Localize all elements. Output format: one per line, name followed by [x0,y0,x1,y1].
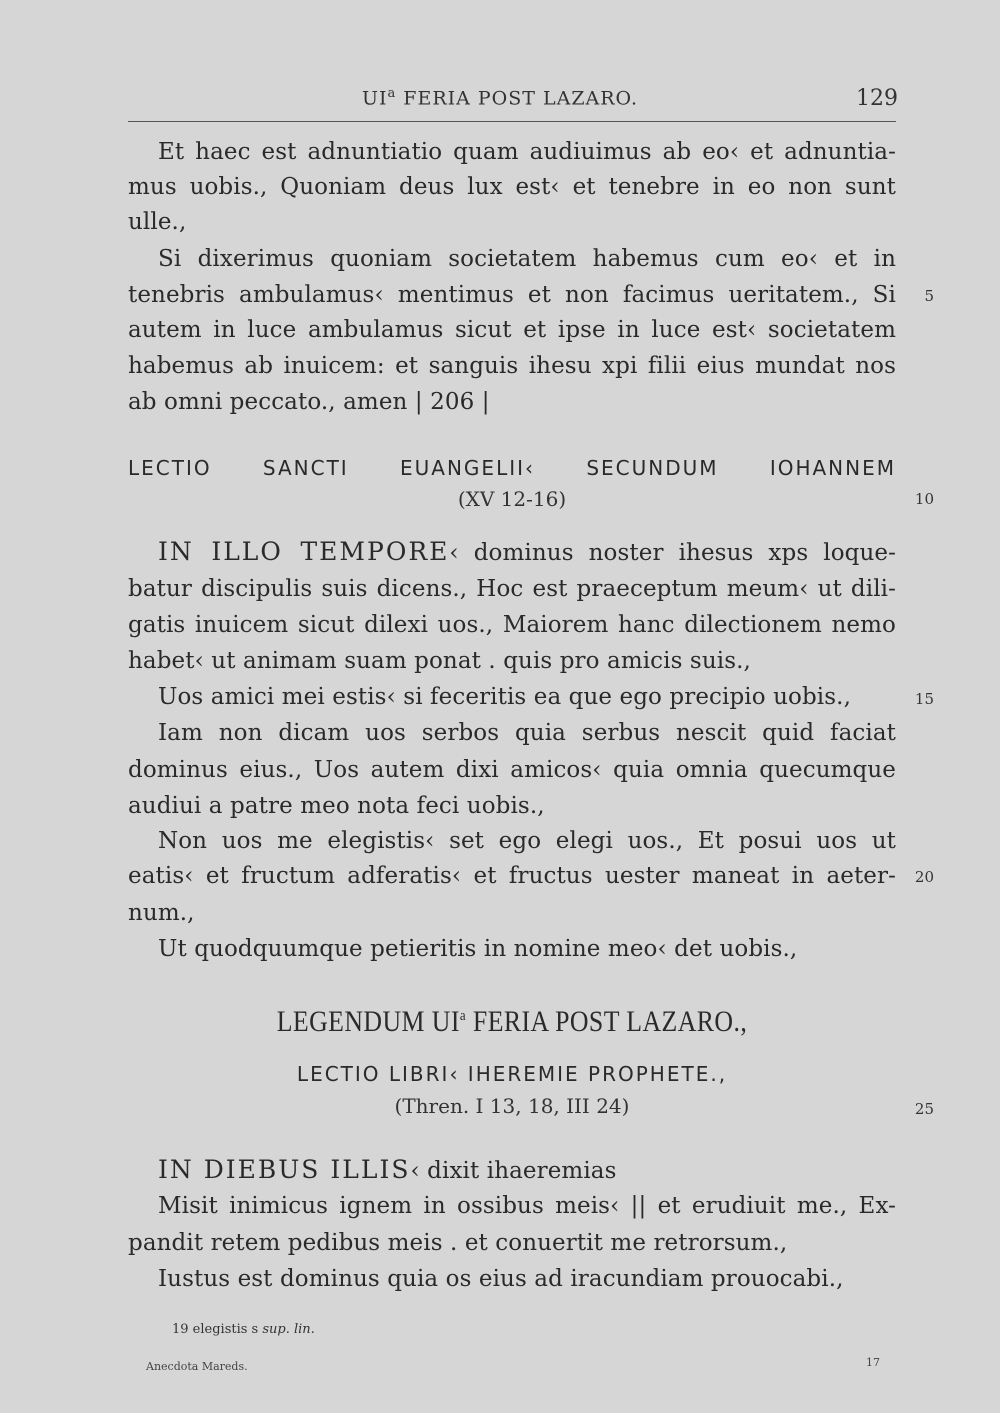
line-number: 10 [914,490,934,508]
signature-mark: Anecdota Mareds. [146,1360,248,1373]
lectio-heading: LECTIO SANCTI EUANGELII‹ SECUNDUM IOHANNEM [128,456,896,480]
line-rest-visible: ‹ dixit ihaeremias [410,1158,617,1184]
header-sup: a [387,86,397,101]
line-number: 25 [914,1100,934,1118]
legendum-heading [182,1005,842,1039]
legendum-sup: a [459,1008,467,1024]
text-line: Misit inimicus ignem in ossibus meis‹ || et erudiuit me., Ex- [158,1193,896,1219]
text-line: gatis inuicem sicut dilexi uos., Maiorem hanc dilectionem nemo [128,612,896,638]
text-line: ulle., [128,209,187,235]
text-line: audiui a patre meo nota feci uobis., [128,793,545,819]
libri-heading: LECTIO LIBRI‹ IHEREMIE PROPHETE., [296,1062,728,1086]
text-line: batur discipulis suis dicens., Hoc est praeceptum meum‹ ut dili- [128,576,896,602]
text-line: Ut quodquumque petieritis in nomine meo‹ det uobis., [158,936,798,962]
line-number: 5 [924,287,934,305]
header-rule [128,121,896,122]
text-line: mus uobis., Quoniam deus lux est‹ et tenebre in eo non sunt [128,174,896,200]
text-line: tenebris ambulamus‹ mentimus et non facimus ueritatem., Si [128,282,896,308]
text-line: dominus eius., Uos autem dixi amicos‹ quia omnia quecumque [128,757,896,783]
line-number: 15 [914,690,934,708]
legendum-pre: LEGENDUM UI [276,1005,460,1038]
footnote-text: 19 elegistis s [172,1322,263,1337]
text-line: num., [128,900,195,926]
text-line [128,1155,896,1186]
sheet-number: 17 [866,1356,880,1369]
header-title-text: FERIA POST LAZARO. [396,87,639,110]
footnote-italic: sup. lin. [262,1322,315,1337]
lectio-reference: (XV 12-16) [457,487,567,511]
text-line: Iustus est dominus quia os eius ad iracundiam prouocabi., [158,1266,844,1292]
text-line: Non uos me elegistis‹ set ego elegi uos., Et posui uos ut [158,828,896,854]
initial-caps: IN DIEBUS ILLIS [158,1155,411,1184]
text-line [128,537,896,568]
line-number: 20 [914,868,934,886]
header-roman: UI [361,87,388,110]
page-number: 129 [856,86,898,111]
text-line: ab omni peccato., amen | 206 | [128,389,490,415]
initial-caps: IN ILLO TEMPORE [158,537,450,566]
text-line: Uos amici mei estis‹ si feceritis ea que ego precipio uobis., [158,684,851,710]
text-line: Si dixerimus quoniam societatem habemus cum eo‹ et in [158,246,896,272]
text-line: autem in luce ambulamus sicut et ipse in luce est‹ societatem [128,317,896,343]
text-line: habemus ab inuicem: et sanguis ihesu xpi filii eius mundat nos [128,353,896,379]
text-line: habet‹ ut animam suam ponat . quis pro amicis suis., [128,648,751,674]
libri-reference: (Thren. I 13, 18, III 24) [394,1094,630,1118]
text-line: Et haec est adnuntiatio quam audiuimus ab eo‹ et adnuntia- [158,139,896,165]
footnote [172,1322,315,1337]
line-rest-visible: ‹ dominus noster ihesus xps loque- [449,540,896,566]
text-line: pandit retem pedibus meis . et conuertit me retrorsum., [128,1230,788,1256]
text-line: eatis‹ et fructum adferatis‹ et fructus uester maneat in aeter- [128,863,896,889]
text-line: Iam non dicam uos serbos quia serbus nescit quid faciat [158,720,896,746]
legendum-post: FERIA POST LAZARO., [466,1005,748,1038]
